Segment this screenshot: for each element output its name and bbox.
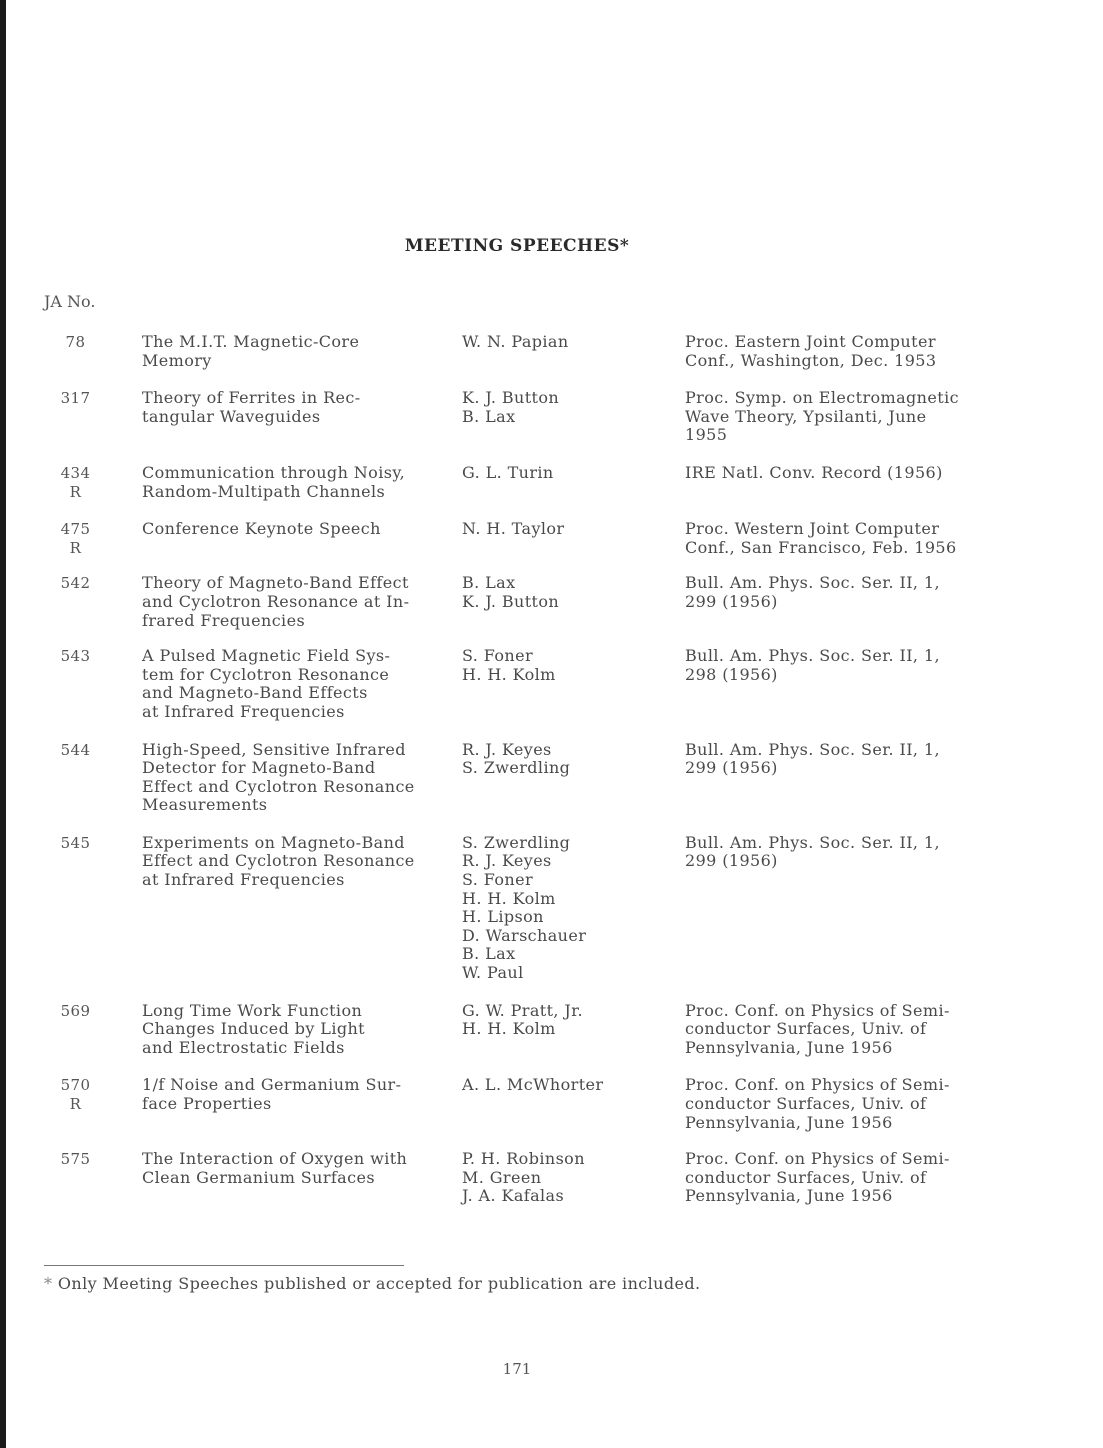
list-item <box>0 1002 1103 1058</box>
speech-title: Theory of Ferrites in Rec- tangular Waveguides <box>142 388 361 426</box>
speech-authors: W. N. Papian <box>462 332 569 351</box>
speech-publication: Bull. Am. Phys. Soc. Ser. II, 1, 299 (1956) <box>685 832 940 871</box>
speech-authors: S. Zwerdling R. J. Keyes S. Foner H. H. Kolm H. Lipson D. Warschauer B. Lax W. Paul <box>462 832 587 983</box>
speech-publication: Bull. Am. Phys. Soc. Ser. II, 1, 299 (1956) <box>685 739 940 778</box>
speech-publication: Bull. Am. Phys. Soc. Ser. II, 1, 298 (1956) <box>685 646 940 684</box>
speech-authors: B. Lax K. J. Button <box>462 573 560 611</box>
speech-publication: Bull. Am. Phys. Soc. Ser. II, 1, 299 (1956) <box>685 573 940 611</box>
ja-number: 575 <box>60 1150 91 1169</box>
ja-number: 542 <box>60 574 91 593</box>
list-item <box>0 520 1103 557</box>
list-item <box>0 464 1103 501</box>
list-item <box>0 1076 1103 1132</box>
list-item <box>0 834 1103 983</box>
speech-publication: IRE Natl. Conv. Record (1956) <box>685 462 943 482</box>
speech-publication: Proc. Conf. on Physics of Semi- conductor Surfaces, Univ. of Pennsylvania, June 1956 <box>685 1075 950 1132</box>
speech-publication: Proc. Conf. on Physics of Semi- conductor Surfaces, Univ. of Pennsylvania, June 1956 <box>685 1149 950 1206</box>
ja-number: 545 <box>60 833 91 852</box>
speech-authors: S. Foner H. H. Kolm <box>462 646 556 684</box>
list-item <box>0 574 1103 630</box>
list-item <box>0 647 1103 721</box>
speech-publication: Proc. Western Joint Computer Conf., San Francisco, Feb. 1956 <box>685 519 957 557</box>
speech-publication: Proc. Symp. on Electromagnetic Wave Theory, Ypsilanti, June 1955 <box>685 388 959 445</box>
speech-title: Conference Keynote Speech <box>142 519 381 539</box>
speech-publication: Proc. Conf. on Physics of Semi- conductor Surfaces, Univ. of Pennsylvania, June 1956 <box>685 1000 950 1057</box>
speech-publication: Proc. Eastern Joint Computer Conf., Washington, Dec. 1953 <box>685 332 937 370</box>
ja-number: 543 <box>60 647 91 666</box>
speech-title: The Interaction of Oxygen with Clean Germanium Surfaces <box>142 1149 408 1187</box>
speech-list <box>0 332 1103 1206</box>
speech-authors: K. J. Button B. Lax <box>462 388 560 426</box>
list-item <box>0 741 1103 815</box>
speech-title: A Pulsed Magnetic Field Sys- tem for Cyclotron Resonance and Magneto-Band Effects at Infrared Frequencies <box>142 646 391 721</box>
ja-number: 570 R <box>60 1076 91 1113</box>
ja-number: 434 R <box>60 463 91 501</box>
speech-authors: G. W. Pratt, Jr. H. H. Kolm <box>462 1000 583 1039</box>
ja-number: 317 <box>60 389 91 408</box>
list-item <box>0 389 1103 445</box>
speech-authors: G. L. Turin <box>462 462 554 482</box>
footnote-divider <box>44 1265 404 1266</box>
footnote-marker: * <box>44 1274 53 1293</box>
speech-title: Communication through Noisy, Random-Multipath Channels <box>142 462 406 501</box>
ja-number-header: JA No. <box>44 292 96 311</box>
speech-authors: P. H. Robinson M. Green J. A. Kafalas <box>462 1149 585 1206</box>
ja-number: 78 <box>65 333 86 351</box>
page-title: MEETING SPEECHES* <box>404 236 630 256</box>
footnote <box>44 1274 701 1293</box>
speech-authors: N. H. Taylor <box>462 519 565 539</box>
speech-title: High-Speed, Sensitive Infrared Detector for Magneto-Band Effect and Cyclotron Resonance Measurements <box>142 739 415 815</box>
footnote-text: Only Meeting Speeches published or accepted for publication are included. <box>52 1274 701 1293</box>
ja-number: 544 <box>60 740 91 759</box>
page-number: 171 <box>502 1360 532 1378</box>
speech-title: Experiments on Magneto-Band Effect and Cyclotron Resonance at Infrared Frequencies <box>142 832 415 890</box>
speech-title: The M.I.T. Magnetic-Core Memory <box>142 332 360 370</box>
speech-title: 1/f Noise and Germanium Sur- face Properties <box>142 1075 402 1113</box>
speech-authors: R. J. Keyes S. Zwerdling <box>462 739 571 778</box>
list-item <box>0 333 1103 370</box>
ja-number: 569 <box>60 1001 91 1020</box>
speech-title: Theory of Magneto-Band Effect and Cyclotron Resonance at In- frared Frequencies <box>142 573 410 630</box>
list-item <box>0 1150 1103 1206</box>
speech-authors: A. L. McWhorter <box>462 1075 604 1095</box>
speech-title: Long Time Work Function Changes Induced by Light and Electrostatic Fields <box>142 1000 366 1057</box>
ja-number: 475 R <box>60 520 91 557</box>
